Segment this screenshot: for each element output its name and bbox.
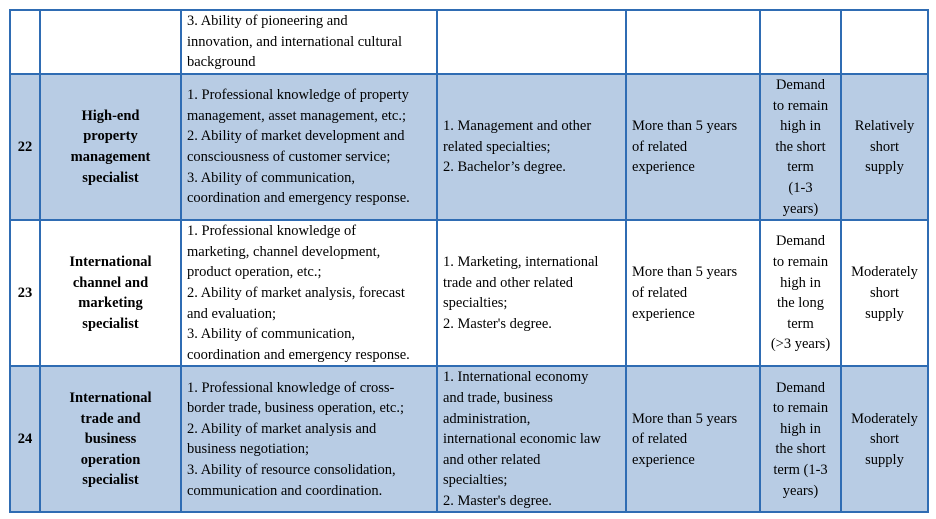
- table-row: [10, 366, 928, 512]
- talent-demand-table: [9, 9, 929, 513]
- row-number: 23: [10, 220, 40, 366]
- position-cell: International trade and business operation specialist: [40, 366, 181, 512]
- education-cell: 1. Marketing, international trade and other related specialties; 2. Master's degree.: [437, 220, 626, 366]
- education-cell: [437, 10, 626, 74]
- education-cell: 1. International economy and trade, business administration, international economic law and other related specialties; 2. Master's degree.: [437, 366, 626, 512]
- experience-cell: [626, 10, 760, 74]
- demand-cell: Demand to remain high in the short term (1-3 years): [760, 366, 841, 512]
- row-number: [10, 10, 40, 74]
- table-row: [10, 220, 928, 366]
- supply-cell: Moderately short supply: [841, 220, 928, 366]
- demand-cell: Demand to remain high in the short term (1-3 years): [760, 74, 841, 220]
- supply-cell: [841, 10, 928, 74]
- competencies-cell: 1. Professional knowledge of property management, asset management, etc.; 2. Ability of market development and consciousness of customer service; 3. Ability of communication, coordination and emergency response.: [181, 74, 437, 220]
- experience-cell: More than 5 years of related experience: [626, 74, 760, 220]
- position-cell: High-end property management specialist: [40, 74, 181, 220]
- experience-cell: More than 5 years of related experience: [626, 220, 760, 366]
- competencies-cell: 1. Professional knowledge of marketing, channel development, product operation, etc.; 2. Ability of market analysis, forecast and evaluation; 3. Ability of communication, coordination and emergency response.: [181, 220, 437, 366]
- table-row: [10, 74, 928, 220]
- demand-cell: [760, 10, 841, 74]
- row-number: 24: [10, 366, 40, 512]
- demand-cell: Demand to remain high in the long term (>3 years): [760, 220, 841, 366]
- supply-cell: Moderately short supply: [841, 366, 928, 512]
- supply-cell: Relatively short supply: [841, 74, 928, 220]
- competencies-cell: 1. Professional knowledge of cross- border trade, business operation, etc.; 2. Ability of market analysis and business negotiation; 3. Ability of resource consolidation, communication and coordination.: [181, 366, 437, 512]
- position-cell: [40, 10, 181, 74]
- position-cell: International channel and marketing specialist: [40, 220, 181, 366]
- experience-cell: More than 5 years of related experience: [626, 366, 760, 512]
- row-number: 22: [10, 74, 40, 220]
- education-cell: 1. Management and other related specialties; 2. Bachelor’s degree.: [437, 74, 626, 220]
- table-row: [10, 10, 928, 74]
- competencies-cell: 3. Ability of pioneering and innovation, and international cultural background: [181, 10, 437, 74]
